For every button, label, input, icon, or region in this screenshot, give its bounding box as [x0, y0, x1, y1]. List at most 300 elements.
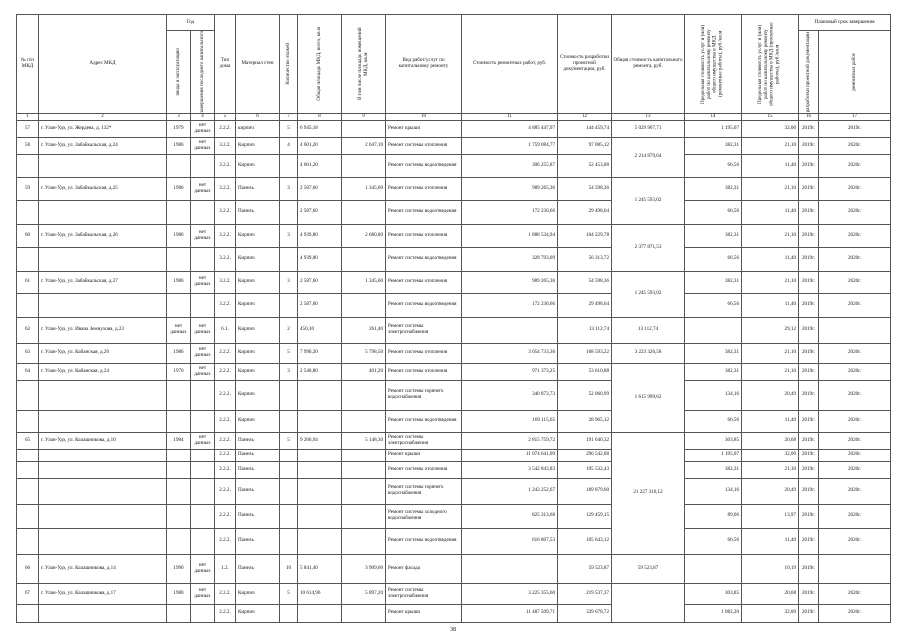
wall-material-cell: Панель [236, 478, 280, 504]
plan-repair-cell: 2020г. [819, 224, 891, 247]
repair-cost-cell: 340 873,73 [462, 380, 558, 410]
design-cost-cell: 129 459,15 [558, 504, 612, 528]
living-area-cell [342, 478, 386, 504]
wall-material-cell: Кирпич [236, 137, 280, 154]
address-cell: г. Улан-Удэ, ул. Ивана Земнухова, д.23 [39, 317, 167, 343]
row-num [17, 200, 39, 224]
living-area-cell: 261,40 [342, 317, 386, 343]
plan-repair-cell: 2020г. [819, 604, 891, 622]
year-built-cell: 1986 [167, 177, 191, 200]
limit-design-cell: 21,10 [742, 363, 799, 380]
limit-repair-cell: 66,56 [685, 200, 742, 224]
living-area-cell [342, 504, 386, 528]
limit-design-cell: 32,00 [742, 449, 799, 461]
house-type-cell: 2.2.2. [215, 504, 236, 528]
floors-cell: 4 [280, 137, 298, 154]
design-cost-cell: 191 640,32 [558, 432, 612, 449]
limit-repair-cell: 66,56 [685, 528, 742, 554]
living-area-cell [342, 200, 386, 224]
year-built-cell: 1986 [167, 271, 191, 293]
design-cost-cell: 144 459,74 [558, 120, 612, 137]
repair-cost-cell: 989 265,36 [462, 177, 558, 200]
work-type-cell: Ремонт крыши [386, 120, 462, 137]
work-type-cell: Ремонт системы отопления [386, 137, 462, 154]
design-cost-cell: 29 498,64 [558, 293, 612, 317]
limit-repair-cell [685, 554, 742, 583]
plan-design-cell: 2019г. [799, 410, 819, 432]
table-row [17, 380, 891, 410]
table-row [17, 554, 891, 583]
total-cost-cell: 2 377 871,53 [612, 224, 685, 271]
header-total-area: Общая площадь МКД, всего, кв.м [315, 27, 322, 101]
plan-design-cell: 2019г. [799, 137, 819, 154]
year-repair-cell [191, 200, 215, 224]
year-built-cell: 1990 [167, 554, 191, 583]
house-type-cell: 3.2.2. [215, 200, 236, 224]
year-repair-cell [191, 247, 215, 271]
limit-design-cell: 11,40 [742, 528, 799, 554]
address-cell [39, 461, 167, 478]
header-num: № п\п МКД [17, 15, 39, 114]
row-num: 57 [17, 120, 39, 137]
repair-cost-cell: 1 888 534,94 [462, 224, 558, 247]
year-repair-cell: нет данных [191, 271, 215, 293]
year-built-cell [167, 200, 191, 224]
work-type-cell: Ремонт крыши [386, 449, 462, 461]
wall-material-cell: Кирпич [236, 363, 280, 380]
wall-material-cell: Панель [236, 554, 280, 583]
floors-cell [280, 604, 298, 622]
house-type-cell: 3.2.2. [215, 177, 236, 200]
table-row [17, 343, 891, 363]
limit-repair-cell: 134,16 [685, 478, 742, 504]
limit-repair-cell: 303,85 [685, 583, 742, 604]
plan-design-cell: 2019г. [799, 271, 819, 293]
house-type-cell: 2.2.2. [215, 449, 236, 461]
plan-repair-cell: 2020г. [819, 293, 891, 317]
limit-design-cell: 21,10 [742, 343, 799, 363]
year-built-cell [167, 293, 191, 317]
design-cost-cell: 56 313,72 [558, 247, 612, 271]
limit-repair-cell [685, 317, 742, 343]
row-num [17, 504, 39, 528]
limit-design-cell: 21,10 [742, 461, 799, 478]
row-num: 60 [17, 224, 39, 247]
living-area-cell: 3 909,60 [342, 554, 386, 583]
table-row [17, 583, 891, 604]
total-area-cell [298, 410, 342, 432]
row-num [17, 293, 39, 317]
year-built-cell: 1979 [167, 120, 191, 137]
limit-design-cell: 11,40 [742, 293, 799, 317]
wall-material-cell: Панель [236, 504, 280, 528]
table-row [17, 247, 891, 271]
limit-repair-cell: 382,31 [685, 271, 742, 293]
total-area-cell [298, 604, 342, 622]
wall-material-cell: Панель [236, 200, 280, 224]
plan-repair-cell: 2020г. [819, 177, 891, 200]
living-area-cell: 5 897,20 [342, 583, 386, 604]
wall-material-cell: Кирпич [236, 154, 280, 177]
limit-repair-cell: 66,56 [685, 247, 742, 271]
repair-cost-cell: 11 074 641,09 [462, 449, 558, 461]
plan-design-cell: 2019г. [799, 247, 819, 271]
header-limit-design: Предельная стоимость услуг и (или) работ по капитальному ремонту общего имущества в МКД (проектные работы), руб./кв.м [757, 22, 781, 106]
total-area-cell [298, 528, 342, 554]
year-repair-cell [191, 380, 215, 410]
total-cost-cell: 3 223 326,58 [612, 343, 685, 363]
limit-repair-cell: 382,31 [685, 461, 742, 478]
plan-design-cell: 2019г. [799, 478, 819, 504]
year-built-cell [167, 504, 191, 528]
year-repair-cell: нет данных [191, 317, 215, 343]
wall-material-cell: Кирпич [236, 343, 280, 363]
wall-material-cell: Панель [236, 461, 280, 478]
total-area-cell: 2 587,60 [298, 177, 342, 200]
design-cost-cell: 28 965,12 [558, 410, 612, 432]
year-built-cell [167, 449, 191, 461]
limit-design-cell: 20,49 [742, 380, 799, 410]
header-year: Год [167, 15, 215, 31]
table-row [17, 604, 891, 622]
plan-repair-cell: 2020г. [819, 449, 891, 461]
house-type-cell: 2.2.2. [215, 432, 236, 449]
floors-cell: 5 [280, 432, 298, 449]
address-cell: г. Улан-Удэ, ул. Забайкальская, д.26 [39, 224, 167, 247]
house-type-cell: 3.2.2. [215, 247, 236, 271]
floors-cell [280, 410, 298, 432]
floors-cell: 3 [280, 177, 298, 200]
column-number: 8 [298, 113, 342, 120]
plan-design-cell: 2019г. [799, 461, 819, 478]
repair-cost-cell: 1 243 252,67 [462, 478, 558, 504]
limit-design-cell: 20,49 [742, 478, 799, 504]
floors-cell [280, 380, 298, 410]
limit-repair-cell: 382,31 [685, 137, 742, 154]
table-row [17, 224, 891, 247]
header-year-repair: завершения последнего капитального [198, 31, 205, 113]
column-number-row [17, 113, 891, 120]
column-number: 4 [191, 113, 215, 120]
design-cost-cell: 105 643,12 [558, 528, 612, 554]
plan-repair-cell: 2019г. [819, 120, 891, 137]
floors-cell [280, 200, 298, 224]
header-plan-design: разработки проектной документации [804, 31, 811, 113]
plan-repair-cell: 2020г. [819, 200, 891, 224]
row-num: 66 [17, 554, 39, 583]
work-type-cell: Ремонт системы отопления [386, 271, 462, 293]
house-type-cell: 2.2.2. [215, 528, 236, 554]
document-page [16, 14, 890, 623]
total-cost-cell [612, 583, 685, 622]
limit-design-cell: 10,19 [742, 554, 799, 583]
repair-cost-cell: 169 115,65 [462, 410, 558, 432]
total-area-cell: 6 945,18 [298, 120, 342, 137]
page-number: 38 [450, 627, 456, 633]
house-type-cell: 2.2.2. [215, 343, 236, 363]
house-type-cell: 2.2.2. [215, 363, 236, 380]
column-number: 3 [167, 113, 191, 120]
year-repair-cell: нет данных [191, 583, 215, 604]
table-row [17, 200, 891, 224]
year-repair-cell [191, 504, 215, 528]
header-total-cost: Общая стоимость капитального ремонта, руб. [612, 15, 685, 114]
row-num [17, 154, 39, 177]
row-num [17, 410, 39, 432]
header-year-built: ввода в эксплуатацию [174, 48, 181, 96]
total-area-cell: 9 266,94 [298, 432, 342, 449]
total-cost-cell: 59 523,87 [612, 554, 685, 583]
repair-cost-cell: 3 225 355,60 [462, 583, 558, 604]
design-cost-cell: 53 610,88 [558, 363, 612, 380]
design-cost-cell: 52 060,99 [558, 380, 612, 410]
table-row [17, 137, 891, 154]
house-type-cell: 2.2.2. [215, 604, 236, 622]
living-area-cell [342, 154, 386, 177]
year-repair-cell [191, 410, 215, 432]
row-num [17, 528, 39, 554]
year-built-cell [167, 380, 191, 410]
plan-repair-cell: 2020г. [819, 137, 891, 154]
limit-repair-cell: 66,56 [685, 154, 742, 177]
repair-cost-cell: 172 230,66 [462, 200, 558, 224]
plan-repair-cell: 2020г. [819, 271, 891, 293]
year-repair-cell: нет данных [191, 177, 215, 200]
work-type-cell: Ремонт системы отопления [386, 224, 462, 247]
repair-cost-cell: 172 230,66 [462, 293, 558, 317]
house-type-cell: 6.1. [215, 317, 236, 343]
work-type-cell: Ремонт системы водоотведения [386, 154, 462, 177]
address-cell [39, 528, 167, 554]
plan-design-cell: 2019г. [799, 432, 819, 449]
repair-cost-cell [462, 554, 558, 583]
limit-repair-cell: 89,06 [685, 504, 742, 528]
table-row [17, 271, 891, 293]
total-area-cell [298, 449, 342, 461]
plan-repair-cell: 2020г. [819, 432, 891, 449]
plan-repair-cell: 2020г. [819, 154, 891, 177]
limit-design-cell: 21,10 [742, 224, 799, 247]
capital-repair-table [16, 14, 891, 623]
plan-design-cell: 2019г. [799, 200, 819, 224]
design-cost-cell: 54 598,36 [558, 271, 612, 293]
limit-repair-cell: 134,16 [685, 380, 742, 410]
row-num [17, 461, 39, 478]
table-row [17, 449, 891, 461]
limit-repair-cell: 1 195,07 [685, 449, 742, 461]
limit-design-cell: 11,40 [742, 410, 799, 432]
address-cell [39, 293, 167, 317]
plan-repair-cell: 2020г. [819, 410, 891, 432]
plan-design-cell: 2019г. [799, 583, 819, 604]
column-number: 17 [819, 113, 891, 120]
limit-repair-cell: 382,31 [685, 177, 742, 200]
work-type-cell: Ремонт крыши [386, 604, 462, 622]
total-area-cell: 2 587,60 [298, 200, 342, 224]
plan-repair-cell: 2020г. [819, 461, 891, 478]
repair-cost-cell: 306 255,87 [462, 154, 558, 177]
header-design-cost: Стоимость разработки проектной документации, руб. [558, 15, 612, 114]
column-number: 15 [742, 113, 799, 120]
column-number: 11 [462, 113, 558, 120]
repair-cost-cell: 3 054 733,36 [462, 343, 558, 363]
year-repair-cell [191, 478, 215, 504]
year-built-cell [167, 604, 191, 622]
work-type-cell: Ремонт системы отопления [386, 363, 462, 380]
total-cost-cell: 1 615 999,62 [612, 363, 685, 432]
plan-design-cell: 2019г. [799, 380, 819, 410]
plan-design-cell: 2019г. [799, 604, 819, 622]
limit-design-cell: 13,97 [742, 504, 799, 528]
total-cost-cell: 5 029 907,71 [612, 120, 685, 137]
plan-repair-cell: 2020г. [819, 504, 891, 528]
work-type-cell: Ремонт системы отопления [386, 177, 462, 200]
year-built-cell [167, 410, 191, 432]
year-repair-cell [191, 528, 215, 554]
floors-cell: 5 [280, 120, 298, 137]
living-area-cell [342, 293, 386, 317]
floors-cell: 2 [280, 317, 298, 343]
year-built-cell [167, 461, 191, 478]
floors-cell: 5 [280, 343, 298, 363]
address-cell: г. Улан-Удэ, ул. Забайкальская, д.27 [39, 271, 167, 293]
table-row [17, 432, 891, 449]
work-type-cell: Ремонт системы электроснабжения [386, 317, 462, 343]
living-area-cell [342, 528, 386, 554]
total-area-cell: 2 587,60 [298, 271, 342, 293]
floors-cell [280, 528, 298, 554]
column-number: 10 [386, 113, 462, 120]
table-body [17, 120, 891, 622]
repair-cost-cell: 1 759 084,77 [462, 137, 558, 154]
total-area-cell [298, 380, 342, 410]
design-cost-cell: 59 523,87 [558, 554, 612, 583]
limit-repair-cell: 66,56 [685, 293, 742, 317]
total-area-cell: 10 614,96 [298, 583, 342, 604]
table-row [17, 120, 891, 137]
design-cost-cell: 104 229,78 [558, 224, 612, 247]
limit-design-cell: 20,68 [742, 432, 799, 449]
plan-repair-cell: 2020г. [819, 247, 891, 271]
work-type-cell: Ремонт системы водоотведения [386, 528, 462, 554]
repair-cost-cell: 3 542 843,83 [462, 461, 558, 478]
limit-design-cell: 21,10 [742, 137, 799, 154]
work-type-cell: Ремонт системы водоотведения [386, 293, 462, 317]
wall-material-cell: Панель [236, 449, 280, 461]
limit-design-cell: 11,40 [742, 200, 799, 224]
year-built-cell: 1986 [167, 343, 191, 363]
work-type-cell: Ремонт системы водоотведения [386, 200, 462, 224]
wall-material-cell: Кирпич [236, 271, 280, 293]
design-cost-cell: 219 537,37 [558, 583, 612, 604]
limit-repair-cell: 1 082,20 [685, 604, 742, 622]
year-repair-cell [191, 449, 215, 461]
living-area-cell: 2 647,10 [342, 137, 386, 154]
repair-cost-cell: 11 487 509,71 [462, 604, 558, 622]
living-area-cell: 1 345,60 [342, 177, 386, 200]
wall-material-cell: Кирпич [236, 247, 280, 271]
table-row [17, 317, 891, 343]
design-cost-cell: 339 678,72 [558, 604, 612, 622]
total-area-cell [298, 504, 342, 528]
column-number: 12 [558, 113, 612, 120]
living-area-cell: 2 680,80 [342, 224, 386, 247]
address-cell: г. Улан-Удэ, ул. Жердева, д. 132* [39, 120, 167, 137]
address-cell: г. Улан-Удэ, ул. Забайкальская, д.25 [39, 177, 167, 200]
design-cost-cell: 168 593,22 [558, 343, 612, 363]
work-type-cell: Ремонт системы водоотведения [386, 247, 462, 271]
work-type-cell: Ремонт системы отопления [386, 461, 462, 478]
year-repair-cell: нет данных [191, 120, 215, 137]
address-cell [39, 504, 167, 528]
design-cost-cell: 54 598,36 [558, 177, 612, 200]
house-type-cell: 1.2. [215, 554, 236, 583]
floors-cell: 3 [280, 363, 298, 380]
year-repair-cell [191, 293, 215, 317]
address-cell [39, 200, 167, 224]
plan-repair-cell: 2020г. [819, 478, 891, 504]
row-num: 61 [17, 271, 39, 293]
work-type-cell: Ремонт системы электроснабжения [386, 583, 462, 604]
year-built-cell: 1986 [167, 224, 191, 247]
house-type-cell: 3.2.2. [215, 137, 236, 154]
total-area-cell: 450,30 [298, 317, 342, 343]
floors-cell [280, 504, 298, 528]
work-type-cell: Ремонт системы отопления [386, 343, 462, 363]
design-cost-cell: 195 532,43 [558, 461, 612, 478]
address-cell [39, 449, 167, 461]
header-floors: Количество этажей [284, 43, 291, 85]
column-number: 6 [236, 113, 280, 120]
limit-repair-cell: 382,31 [685, 224, 742, 247]
plan-design-cell: 2019г. [799, 317, 819, 343]
address-cell [39, 247, 167, 271]
house-type-cell: 3.2.2. [215, 224, 236, 247]
total-area-cell: 5 841,40 [298, 554, 342, 583]
row-num: 64 [17, 363, 39, 380]
wall-material-cell: кирпич [236, 120, 280, 137]
table-row [17, 293, 891, 317]
limit-repair-cell: 382,31 [685, 363, 742, 380]
limit-design-cell: 21,10 [742, 177, 799, 200]
wall-material-cell: Панель [236, 528, 280, 554]
living-area-cell [342, 449, 386, 461]
plan-repair-cell [819, 317, 891, 343]
limit-repair-cell: 382,31 [685, 343, 742, 363]
repair-cost-cell: 971 373,25 [462, 363, 558, 380]
year-repair-cell: нет данных [191, 432, 215, 449]
table-row [17, 504, 891, 528]
design-cost-cell: 52 453,88 [558, 154, 612, 177]
address-cell: г. Улан-Удэ, ул. Кабанская, д.24 [39, 363, 167, 380]
total-cost-cell: 2 214 879,64 [612, 137, 685, 177]
living-area-cell: 401,20 [342, 363, 386, 380]
plan-repair-cell [819, 554, 891, 583]
year-repair-cell: нет данных [191, 224, 215, 247]
living-area-cell: 5 798,50 [342, 343, 386, 363]
plan-design-cell: 2019г. [799, 449, 819, 461]
floors-cell [280, 461, 298, 478]
repair-cost-cell [462, 317, 558, 343]
limit-design-cell: 32,00 [742, 604, 799, 622]
plan-design-cell: 2019г. [799, 120, 819, 137]
wall-material-cell: Панель [236, 432, 280, 449]
limit-design-cell: 21,10 [742, 271, 799, 293]
total-area-cell: 4 601,20 [298, 137, 342, 154]
row-num: 59 [17, 177, 39, 200]
house-type-cell: 2.2.2. [215, 478, 236, 504]
plan-repair-cell: 2020г. [819, 363, 891, 380]
